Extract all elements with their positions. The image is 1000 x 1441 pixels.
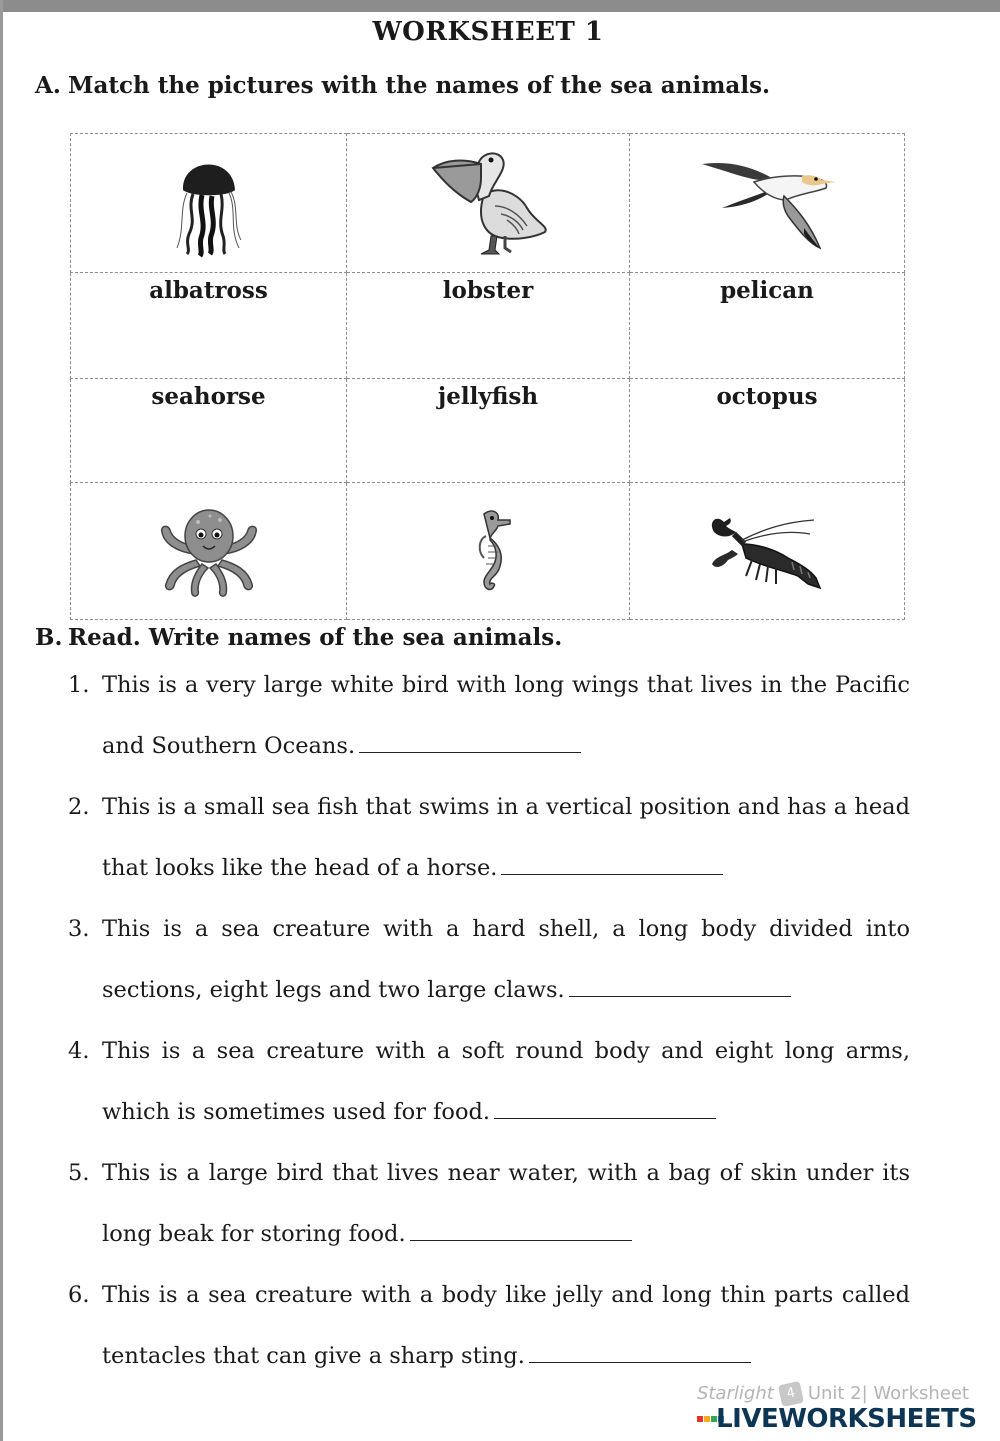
question-item: [68, 777, 910, 899]
answer-blank-3[interactable]: [569, 996, 791, 997]
word-octopus: octopus: [630, 379, 905, 483]
lobster-picture: [702, 504, 832, 599]
question-text: This is a sea creature with a hard shell, a long body divided into sections, eight legs and two large claws.: [102, 916, 910, 1003]
question-text: This is a sea creature with a soft round body and eight long arms, which is sometimes used for food.: [102, 1038, 910, 1125]
answer-blank-6[interactable]: [529, 1362, 751, 1363]
word-pelican: pelican: [630, 273, 905, 379]
seahorse-picture: [458, 506, 518, 596]
question-list: [68, 655, 910, 1387]
unit-text: Unit 2| Worksheet: [807, 1383, 969, 1404]
left-border: [0, 0, 3, 1441]
pelican-picture-cell: [347, 134, 630, 273]
word-albatross: albatross: [71, 273, 347, 379]
question-item: [68, 1265, 910, 1387]
question-text: This is a very large white bird with long wings that lives in the Pacific and Southern Oceans.: [102, 672, 910, 759]
level-badge: 4: [778, 1381, 804, 1407]
albatross-picture: [692, 148, 842, 258]
section-a-heading: [35, 72, 770, 99]
section-b-letter: B.: [35, 624, 63, 651]
liveworksheets-text: LIVEWORKSHEETS: [716, 1404, 977, 1434]
octopus-picture: [154, 504, 264, 599]
section-b-heading: [35, 624, 562, 651]
word-lobster: lobster: [347, 273, 630, 379]
series-name: Starlight: [697, 1383, 774, 1404]
liveworksheets-logo[interactable]: [697, 1404, 977, 1438]
section-b-instruction: Read. Write names of the sea animals.: [68, 624, 563, 651]
pelican-picture: [423, 148, 553, 258]
octopus-picture-cell: [71, 483, 347, 620]
lobster-picture-cell: [630, 483, 905, 620]
answer-blank-2[interactable]: [501, 874, 723, 875]
question-number: 3.: [68, 916, 90, 942]
albatross-picture-cell: [630, 134, 905, 273]
question-item: [68, 1021, 910, 1143]
word-jellyfish: jellyfish: [347, 379, 630, 483]
footer-unit-label: [697, 1383, 969, 1405]
question-number: 4.: [68, 1038, 90, 1064]
section-a-letter: A.: [35, 72, 61, 99]
worksheet-title: WORKSHEET 1: [372, 17, 604, 47]
top-border: [0, 0, 1000, 12]
jellyfish-picture: [169, 148, 249, 258]
question-text: This is a sea creature with a body like jelly and long thin parts called tentacles that can give a sharp sting.: [102, 1282, 910, 1369]
liveworksheets-icon: [697, 1416, 711, 1423]
answer-blank-4[interactable]: [494, 1118, 716, 1119]
answer-blank-1[interactable]: [359, 752, 581, 753]
question-text: This is a large bird that lives near water, with a bag of skin under its long beak for storing food.: [102, 1160, 910, 1247]
question-number: 6.: [68, 1282, 90, 1308]
answer-blank-5[interactable]: [410, 1240, 632, 1241]
question-item: [68, 655, 910, 777]
seahorse-picture-cell: [347, 483, 630, 620]
section-a-instruction: Match the pictures with the names of the sea animals.: [68, 72, 771, 99]
question-number: 1.: [68, 672, 90, 698]
question-item: [68, 1143, 910, 1265]
question-text: This is a small sea fish that swims in a vertical position and has a head that looks like the head of a horse.: [102, 794, 910, 881]
question-number: 2.: [68, 794, 90, 820]
matching-grid: [70, 133, 905, 620]
word-seahorse: seahorse: [71, 379, 347, 483]
question-item: [68, 899, 910, 1021]
question-number: 5.: [68, 1160, 90, 1186]
jellyfish-picture-cell: [71, 134, 347, 273]
